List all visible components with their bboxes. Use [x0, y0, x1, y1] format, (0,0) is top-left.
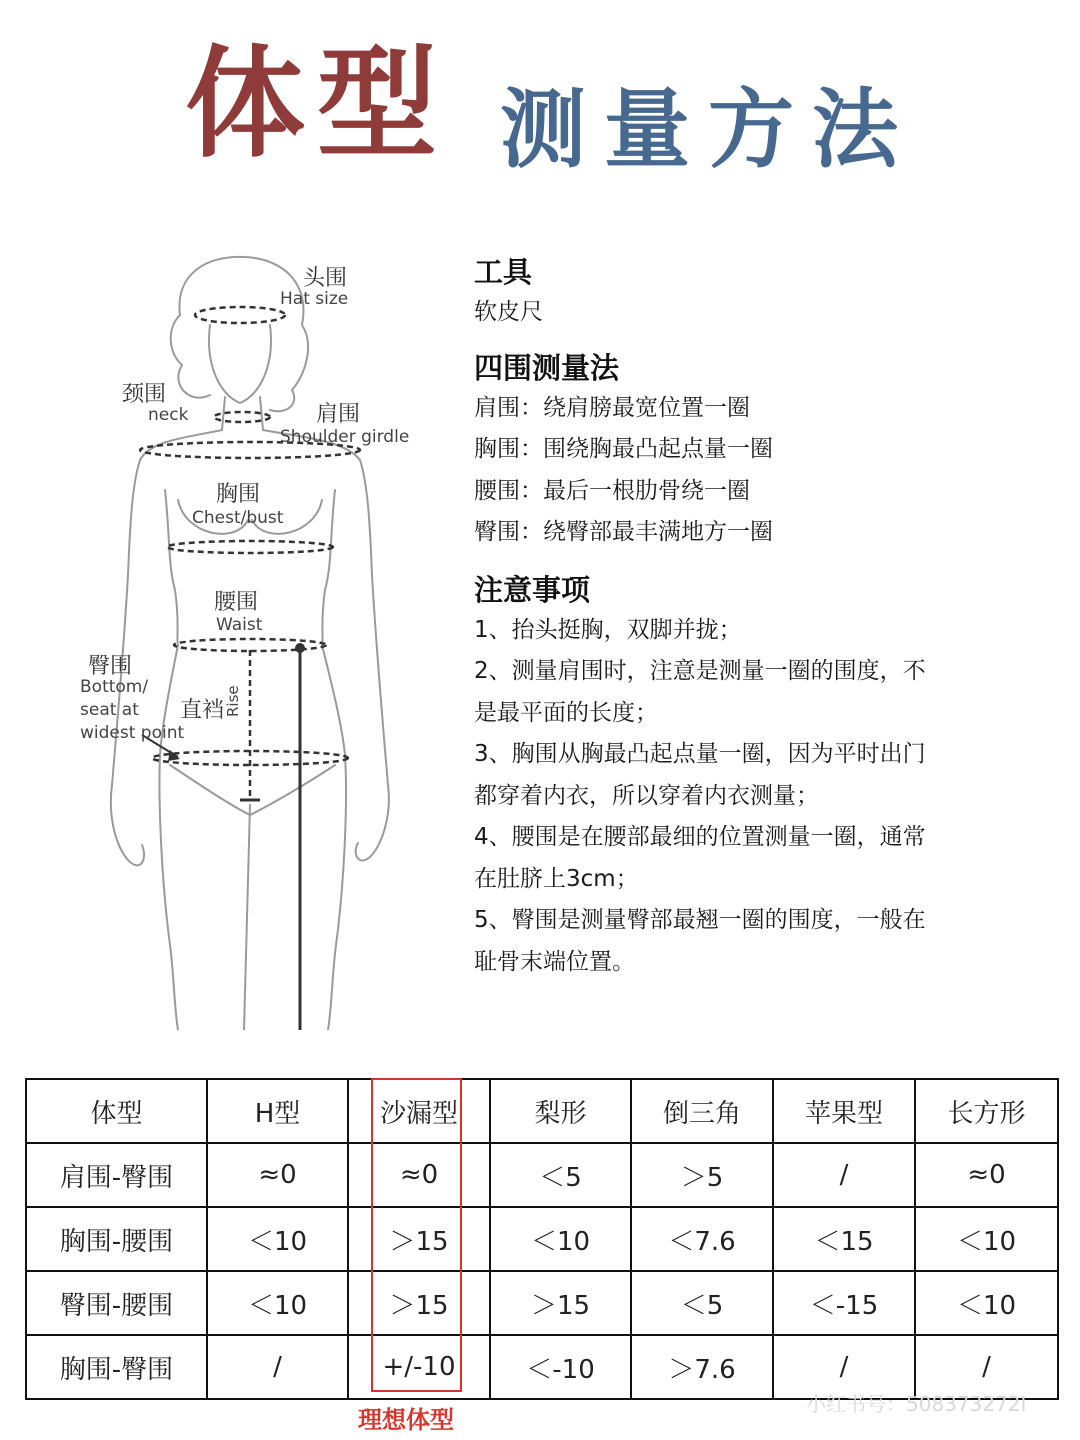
table-cell: 肩围-臀围: [26, 1143, 207, 1207]
table-header-cell: H型: [207, 1079, 348, 1143]
note-line: 3、胸围从胸最凸起点量一圈，因为平时出门: [474, 741, 926, 767]
table-cell: ＜-10: [490, 1335, 631, 1399]
table-cell: ＞7.6: [631, 1335, 773, 1399]
table-header-cell: 倒三角: [631, 1079, 773, 1143]
body-outline-illustration: [70, 245, 460, 1030]
note-line: 2、测量肩围时，注意是测量一圈的围度，不: [474, 658, 926, 684]
body-type-table: [25, 1078, 1059, 1400]
page-title: [0, 30, 1080, 190]
hat-label-cn: 头围: [303, 266, 348, 291]
table-row: [26, 1143, 1058, 1207]
method-item: 臀围：绕臀部最丰满地方一圈: [474, 519, 773, 545]
table-header-cell: 梨形: [490, 1079, 631, 1143]
table-cell: ＜5: [631, 1271, 773, 1335]
tools-text: 软皮尺: [474, 299, 543, 325]
method-heading: 四围测量法: [474, 350, 620, 385]
table-cell: /: [915, 1335, 1058, 1399]
table-cell: ＞15: [348, 1207, 490, 1271]
bottom-label-en1: Bottom/: [80, 677, 149, 697]
shoulder-label-en: Shoulder girdle: [280, 427, 410, 447]
note-line: 在肚脐上3cm；: [474, 865, 639, 892]
table-cell: ＜10: [490, 1207, 631, 1271]
table-header-cell: 体型: [26, 1079, 207, 1143]
table-cell: ≈0: [915, 1143, 1058, 1207]
bottom-label-en3: widest point: [80, 723, 185, 743]
table-header-cell: 长方形: [915, 1079, 1058, 1143]
hat-label-en: Hat size: [280, 289, 349, 309]
tools-heading: 工具: [474, 255, 533, 289]
shoulder-label-cn: 肩围: [316, 402, 361, 427]
table-cell: ＜10: [915, 1271, 1058, 1335]
table-header-row: [26, 1079, 1058, 1143]
table-row: [26, 1271, 1058, 1335]
table-header-cell: 苹果型: [773, 1079, 915, 1143]
table-cell: ≈0: [207, 1143, 348, 1207]
table-header-cell: 沙漏型: [348, 1079, 490, 1143]
note-line: 是最平面的长度；: [474, 699, 658, 726]
neck-label-en: neck: [148, 405, 189, 425]
notes-heading: 注意事项: [474, 572, 591, 607]
method-item: 腰围：最后一根肋骨绕一圈: [474, 477, 750, 504]
note-line: 1、抬头挺胸，双脚并拢；: [474, 616, 742, 643]
note-line: 耻骨末端位置。: [474, 948, 635, 975]
title-main: 体型: [185, 35, 449, 174]
body-figure: [70, 245, 460, 1030]
method-item: 胸围：围绕胸最凸起点量一圈: [474, 436, 773, 462]
table-cell: ＜-15: [773, 1271, 915, 1335]
table-cell: /: [773, 1335, 915, 1399]
table-cell: 胸围-臀围: [26, 1335, 207, 1399]
method-item: 肩围：绕肩膀最宽位置一圈: [474, 394, 750, 421]
note-line: 5、臀围是测量臀部最翘一圈的围度，一般在: [474, 907, 926, 933]
chest-label-cn: 胸围: [216, 482, 261, 507]
neck-label-cn: 颈围: [122, 382, 167, 407]
table-cell: ＜10: [915, 1207, 1058, 1271]
table-cell: ＞5: [631, 1143, 773, 1207]
note-line: 4、腰围是在腰部最细的位置测量一圈，通常: [474, 824, 926, 850]
note-line: 都穿着内衣，所以穿着内衣测量；: [474, 782, 819, 809]
table-cell: /: [207, 1335, 348, 1399]
table-cell: ＜15: [773, 1207, 915, 1271]
table-cell: 臀围-腰围: [26, 1271, 207, 1335]
chest-label-en: Chest/bust: [192, 508, 284, 528]
table-cell: ＞15: [348, 1271, 490, 1335]
table-cell: ＜7.6: [631, 1207, 773, 1271]
table-cell: ＜10: [207, 1271, 348, 1335]
rise-label-en: Rise: [224, 685, 242, 717]
table-row: [26, 1207, 1058, 1271]
ideal-body-type-label: 理想体型: [358, 1406, 454, 1434]
table-cell: ＜5: [490, 1143, 631, 1207]
bottom-label-cn: 臀围: [88, 654, 133, 679]
table-cell: ＞15: [490, 1271, 631, 1335]
waist-label-cn: 腰围: [214, 590, 259, 615]
watermark: 小红书号：508373272I: [806, 1392, 1027, 1416]
table-cell: /: [773, 1143, 915, 1207]
rise-label-cn: 直裆: [180, 698, 225, 723]
table-cell: ≈0: [348, 1143, 490, 1207]
measurement-instructions: [474, 252, 1034, 983]
table-cell: ＜10: [207, 1207, 348, 1271]
table-cell: +/-10: [348, 1335, 490, 1399]
waist-label-en: Waist: [216, 615, 263, 635]
title-sub: 测量方法: [500, 80, 916, 180]
bottom-label-en2: seat at: [80, 700, 139, 720]
table-cell: 胸围-腰围: [26, 1207, 207, 1271]
